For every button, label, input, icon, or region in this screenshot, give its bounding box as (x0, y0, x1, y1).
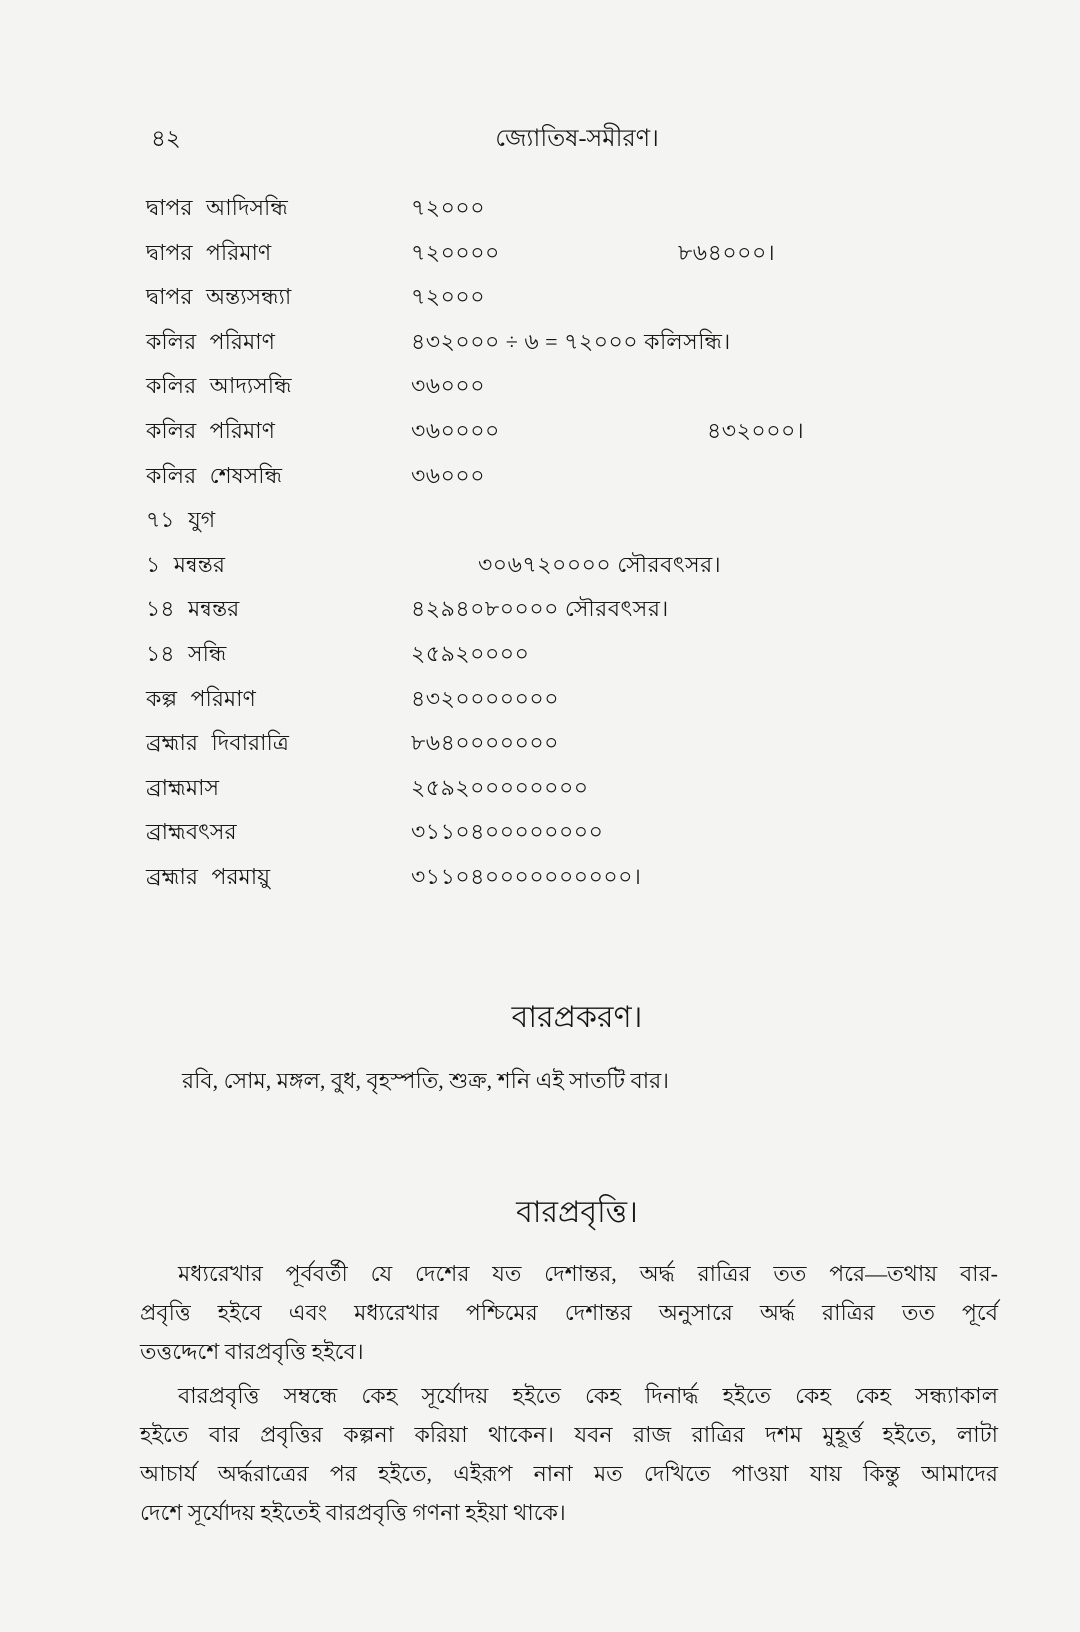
row-value: ৪৩২০০০ ÷ ৬ = ৭২০০০ কলিসন্ধি। (411, 328, 731, 354)
row-value: ৩৬০০০ (411, 462, 486, 488)
table-row (146, 862, 1026, 907)
table-row (146, 684, 1026, 729)
table-row (146, 416, 1026, 461)
table-row (146, 327, 1026, 372)
paragraph-line: আচার্য অর্দ্ধরাত্রের পর হইতে, এইরূপ নানা মত দেখিতে পাওয়া যায় কিন্তু আমাদের (140, 1461, 998, 1486)
row-label: দ্বাপর পরিমাণ (146, 239, 272, 265)
row-label: কলির আদ্যসন্ধি (146, 373, 292, 399)
row-value: ৮৬৪০০০০০০০ (411, 730, 559, 756)
table-row (146, 505, 1026, 550)
onset-body (140, 1254, 998, 1537)
table-row (146, 728, 1026, 773)
row-label: কলির পরিমাণ (146, 417, 275, 443)
paragraph-line: বারপ্রবৃত্তি সম্বন্ধে কেহ সূর্যোদয় হইতে কেহ দিনার্দ্ধ হইতে কেহ কেহ সন্ধ্যাকাল (178, 1383, 998, 1408)
paragraph-line: দেশে সূর্যোদয় হইতেই বারপ্রবৃত্তি গণনা হইয়া থাকে। (140, 1500, 566, 1525)
running-title: জ্যোতিষ-সমীরণ। (495, 126, 659, 152)
weekdays-text: রবি, সোম, মঙ্গল, বুধ, বৃহস্পতি, শুক্র, শনি এই সাতটি বার। (182, 1068, 670, 1093)
page-number: ৪২ (151, 126, 181, 151)
row-value: ৭২০০০ (411, 195, 486, 220)
row-value: ৩১১০৪০০০০০০০০ (411, 819, 604, 845)
row-value: ৭২০০০০ (411, 239, 500, 265)
row-total: ৮৬৪০০০। (678, 239, 776, 265)
row-total: ৪৩২০০০। (707, 417, 805, 443)
row-label: দ্বাপর অন্ত্যসন্ধ্যা (146, 284, 292, 310)
row-value: ৩০৬৭২০০০০ সৌরবৎসর। (478, 551, 722, 577)
row-label: ৭১ যুগ (146, 507, 216, 533)
onset-section-title: বারপ্রবৃত্তি। (516, 1196, 638, 1229)
row-label: ব্রহ্মার দিবারাত্রি (146, 730, 289, 756)
table-row (146, 550, 1026, 595)
paragraph (140, 1254, 998, 1371)
paragraph (140, 1376, 998, 1532)
row-label: ১৪ মন্বন্তর (146, 596, 240, 622)
paragraph-line: প্রবৃত্তি হইবে এবং মধ্যরেখার পশ্চিমের দেশান্তর অনুসারে অর্দ্ধ রাত্রির তত পূর্বে (140, 1300, 998, 1325)
row-label: ১ মন্বন্তর (146, 551, 225, 577)
row-label: কলির পরিমাণ (146, 328, 275, 354)
row-label: দ্বাপর আদিসন্ধি (146, 195, 288, 220)
row-value: ৪২৯৪০৮০০০০ সৌরবৎসর। (411, 596, 669, 622)
table-row (146, 773, 1026, 818)
row-label: ১৪ সন্ধি (146, 640, 227, 666)
row-value: ২৫৯২০০০০ (411, 640, 530, 666)
row-value: ৩৬০০০০ (411, 417, 500, 443)
row-value: ৭২০০০ (411, 284, 486, 310)
paragraph-line: মধ্যরেখার পূর্ববর্তী যে দেশের যত দেশান্তর, অর্দ্ধ রাত্রির তত পরে—তথায় বার- (178, 1261, 998, 1286)
row-label: ব্রাহ্মবৎসর (146, 819, 237, 845)
table-row (146, 461, 1026, 506)
row-value: ২৫৯২০০০০০০০০ (411, 774, 589, 800)
row-value: ৩১১০৪০০০০০০০০০০। (411, 863, 642, 889)
table-row (146, 238, 1026, 283)
table-row (146, 639, 1026, 684)
row-value: ৩৬০০০ (411, 373, 486, 399)
yuga-table (146, 193, 1026, 907)
table-row (146, 193, 1026, 238)
row-label: ব্রাহ্মমাস (146, 774, 220, 800)
paragraph-line: হইতে বার প্রবৃত্তির কল্পনা করিয়া থাকেন। যবন রাজ রাত্রির দশম মুহূর্ত্ত হইতে, লাটা (140, 1422, 998, 1447)
table-row (146, 817, 1026, 862)
row-label: কলির শেষসন্ধি (146, 462, 283, 488)
row-label: ব্রহ্মার পরমায়ু (146, 863, 271, 889)
table-row (146, 282, 1026, 327)
row-label: কল্প পরিমাণ (146, 685, 256, 711)
table-row (146, 594, 1026, 639)
paragraph-line: তত্তদ্দেশে বারপ্রবৃত্তি হইবে। (140, 1339, 364, 1364)
row-value: ৪৩২০০০০০০০ (411, 685, 560, 711)
weekdays-section-title: বারপ্রকরণ। (511, 1001, 643, 1034)
table-row (146, 371, 1026, 416)
